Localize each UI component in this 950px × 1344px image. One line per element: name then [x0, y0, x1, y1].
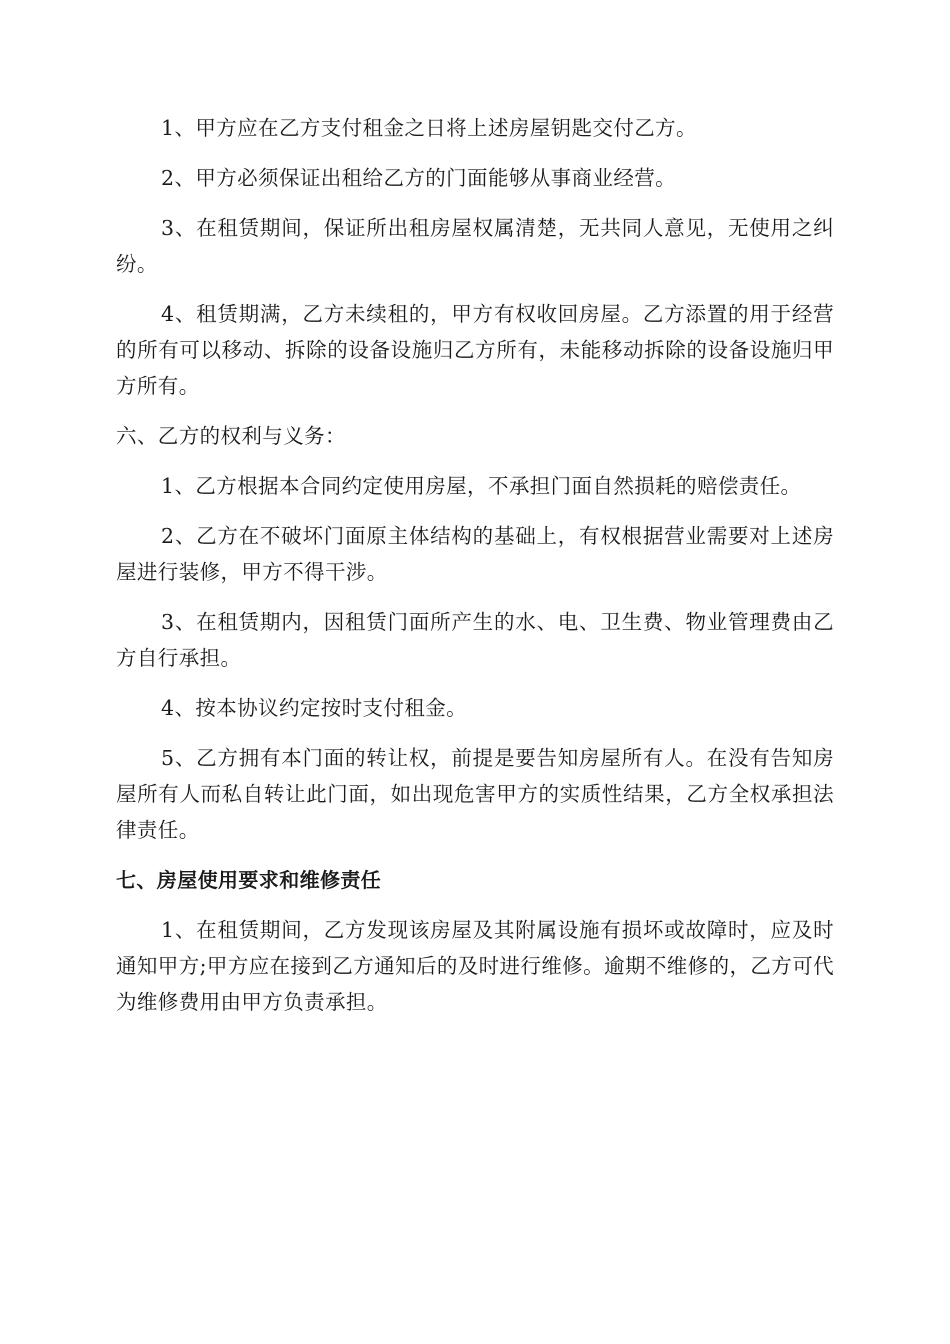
clause-paragraph: 3、在租赁期间，保证所出租房屋权属清楚，无共同人意见，无使用之纠纷。	[116, 216, 834, 276]
clause-paragraph: 1、甲方应在乙方支付租金之日将上述房屋钥匙交付乙方。	[161, 116, 697, 140]
clause-paragraph: 5、乙方拥有本门面的转让权，前提是要告知房屋所有人。在没有告知房屋所有人而私自转让此门面，如出现危害甲方的实质性结果，乙方全权承担法律责任。	[116, 746, 834, 842]
document-page	[116, 110, 834, 1034]
clause-paragraph: 4、租赁期满，乙方未续租的，甲方有权收回房屋。乙方添置的用于经营的所有可以移动、拆除的设备设施归乙方所有，未能移动拆除的设备设施归甲方所有。	[116, 302, 834, 398]
clause-paragraph: 3、在租赁期内，因租赁门面所产生的水、电、卫生费、物业管理费由乙方自行承担。	[116, 610, 834, 670]
clause-paragraph: 2、甲方必须保证出租给乙方的门面能够从事商业经营。	[161, 166, 677, 190]
section-heading: 六、乙方的权利与义务：	[116, 424, 346, 448]
clause-paragraph: 1、乙方根据本合同约定使用房屋，不承担门面自然损耗的赔偿责任。	[161, 474, 802, 498]
clause-paragraph: 4、按本协议约定按时支付租金。	[161, 696, 468, 720]
section-heading-bold: 七、房屋使用要求和维修责任	[116, 868, 382, 892]
clause-paragraph: 1、在租赁期间，乙方发现该房屋及其附属设施有损坏或故障时，应及时通知甲方;甲方应在接到乙方通知后的及时进行维修。逾期不维修的，乙方可代为维修费用由甲方负责承担。	[116, 918, 834, 1014]
clause-paragraph: 2、乙方在不破坏门面原主体结构的基础上，有权根据营业需要对上述房屋进行装修，甲方不得干涉。	[116, 524, 834, 584]
